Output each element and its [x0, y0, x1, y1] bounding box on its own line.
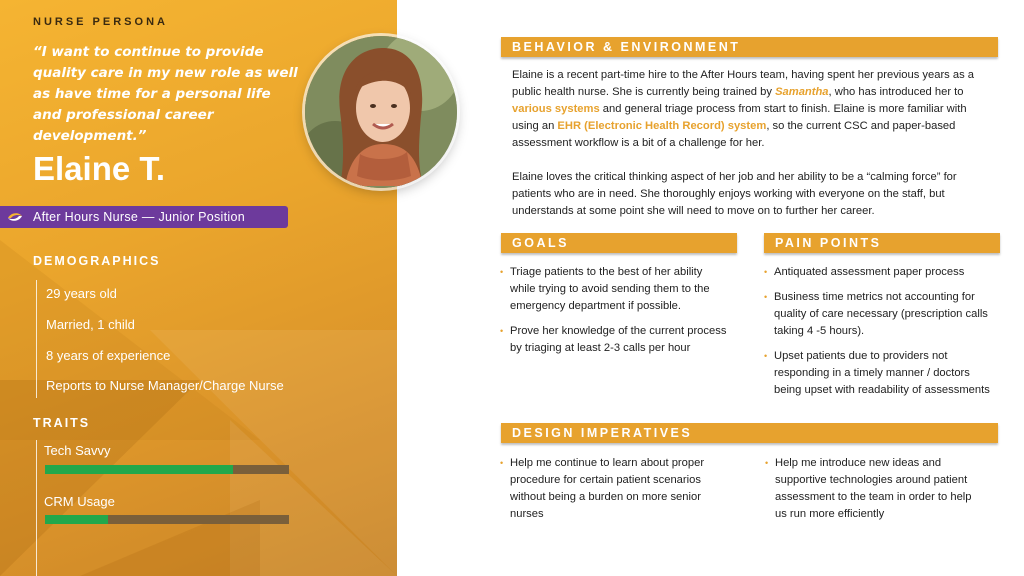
- behavior-text: , who has introduced her to: [828, 86, 964, 98]
- trait-bar-fill: [45, 515, 108, 524]
- trainer-name: Samantha: [775, 86, 829, 98]
- design-imperatives-list-left: [500, 455, 718, 531]
- persona-avatar: [305, 36, 457, 188]
- demographic-item: 29 years old: [46, 286, 117, 301]
- pain-points-list: [764, 264, 990, 407]
- trait-bar-track: [45, 515, 289, 524]
- swirl-logo-icon: [4, 206, 26, 228]
- goals-heading: GOALS: [501, 233, 737, 253]
- behavior-text: and general triage process from start to finish. Elaine is more familiar with using an: [512, 103, 967, 132]
- design-imperatives-heading: DESIGN IMPERATIVES: [501, 423, 998, 443]
- traits-list: [36, 440, 115, 576]
- decorative-facet: [80, 500, 260, 576]
- pain-point-item: • Business time metrics not accounting for quality of care necessary (prescription calls taking 4 -5 hours).: [764, 289, 990, 340]
- goals-list: [500, 264, 728, 365]
- trait-name: Tech Savvy: [44, 443, 111, 458]
- persona-quote: “I want to continue to provide quality care in my new role as well as have time for a personal life and professional career development.”: [33, 44, 298, 144]
- demographics-heading: DEMOGRAPHICS: [33, 254, 161, 268]
- traits-heading: TRAITS: [33, 416, 91, 430]
- persona-label: NURSE PERSONA: [33, 16, 168, 28]
- demographic-item: 8 years of experience: [46, 348, 171, 363]
- design-imperatives-list-right: [765, 455, 985, 531]
- goal-item: • Triage patients to the best of her ability while trying to avoid sending them to the emergency department if possible.: [500, 264, 728, 315]
- demographics-list: [36, 280, 284, 398]
- trait-name: CRM Usage: [44, 494, 115, 509]
- design-imperative-item: • Help me introduce new ideas and supportive technologies around patient assessment to the team in order to help us run more efficiently: [765, 455, 985, 523]
- role-title: After Hours Nurse — Junior Position: [33, 210, 245, 224]
- trait-bar-fill: [45, 465, 233, 474]
- behavior-heading: BEHAVIOR & ENVIRONMENT: [501, 37, 998, 57]
- behavior-text: Elaine is a recent part-time hire to the After Hours team, having spent her previous years as a public health nurse. She is currently being trained by: [512, 69, 975, 98]
- demographic-item: Reports to Nurse Manager/Charge Nurse: [46, 378, 284, 393]
- pain-point-item: • Antiquated assessment paper process: [764, 264, 990, 281]
- trait-bar-track: [45, 465, 289, 474]
- goal-item: • Prove her knowledge of the current process by triaging at least 2-3 calls per hour: [500, 323, 728, 357]
- systems-highlight: various systems: [512, 103, 600, 115]
- behavior-paragraph-2: Elaine loves the critical thinking aspect of her job and her ability to be a “calming force” for patients who are in need. She thoroughly enjoys working with everyone on the staff, but understands at some point she will need to move on to further her career.: [512, 171, 957, 217]
- design-imperative-item: • Help me continue to learn about proper procedure for certain patient scenarios without being a burden on more senior nurses: [500, 455, 718, 523]
- pain-point-item: • Upset patients due to providers not responding in a timely manner / doctors being upset with readability of assessments: [764, 348, 990, 399]
- role-banner: [0, 206, 288, 228]
- persona-name: Elaine T.: [33, 150, 166, 187]
- behavior-text: , so the current CSC and paper-based assessment workflow is a bit of a challenge for her.: [512, 120, 956, 149]
- ehr-highlight: EHR (Electronic Health Record) system: [557, 120, 767, 132]
- pain-points-heading: PAIN POINTS: [764, 233, 1000, 253]
- behavior-paragraph: [512, 67, 992, 152]
- demographic-item: Married, 1 child: [46, 317, 135, 332]
